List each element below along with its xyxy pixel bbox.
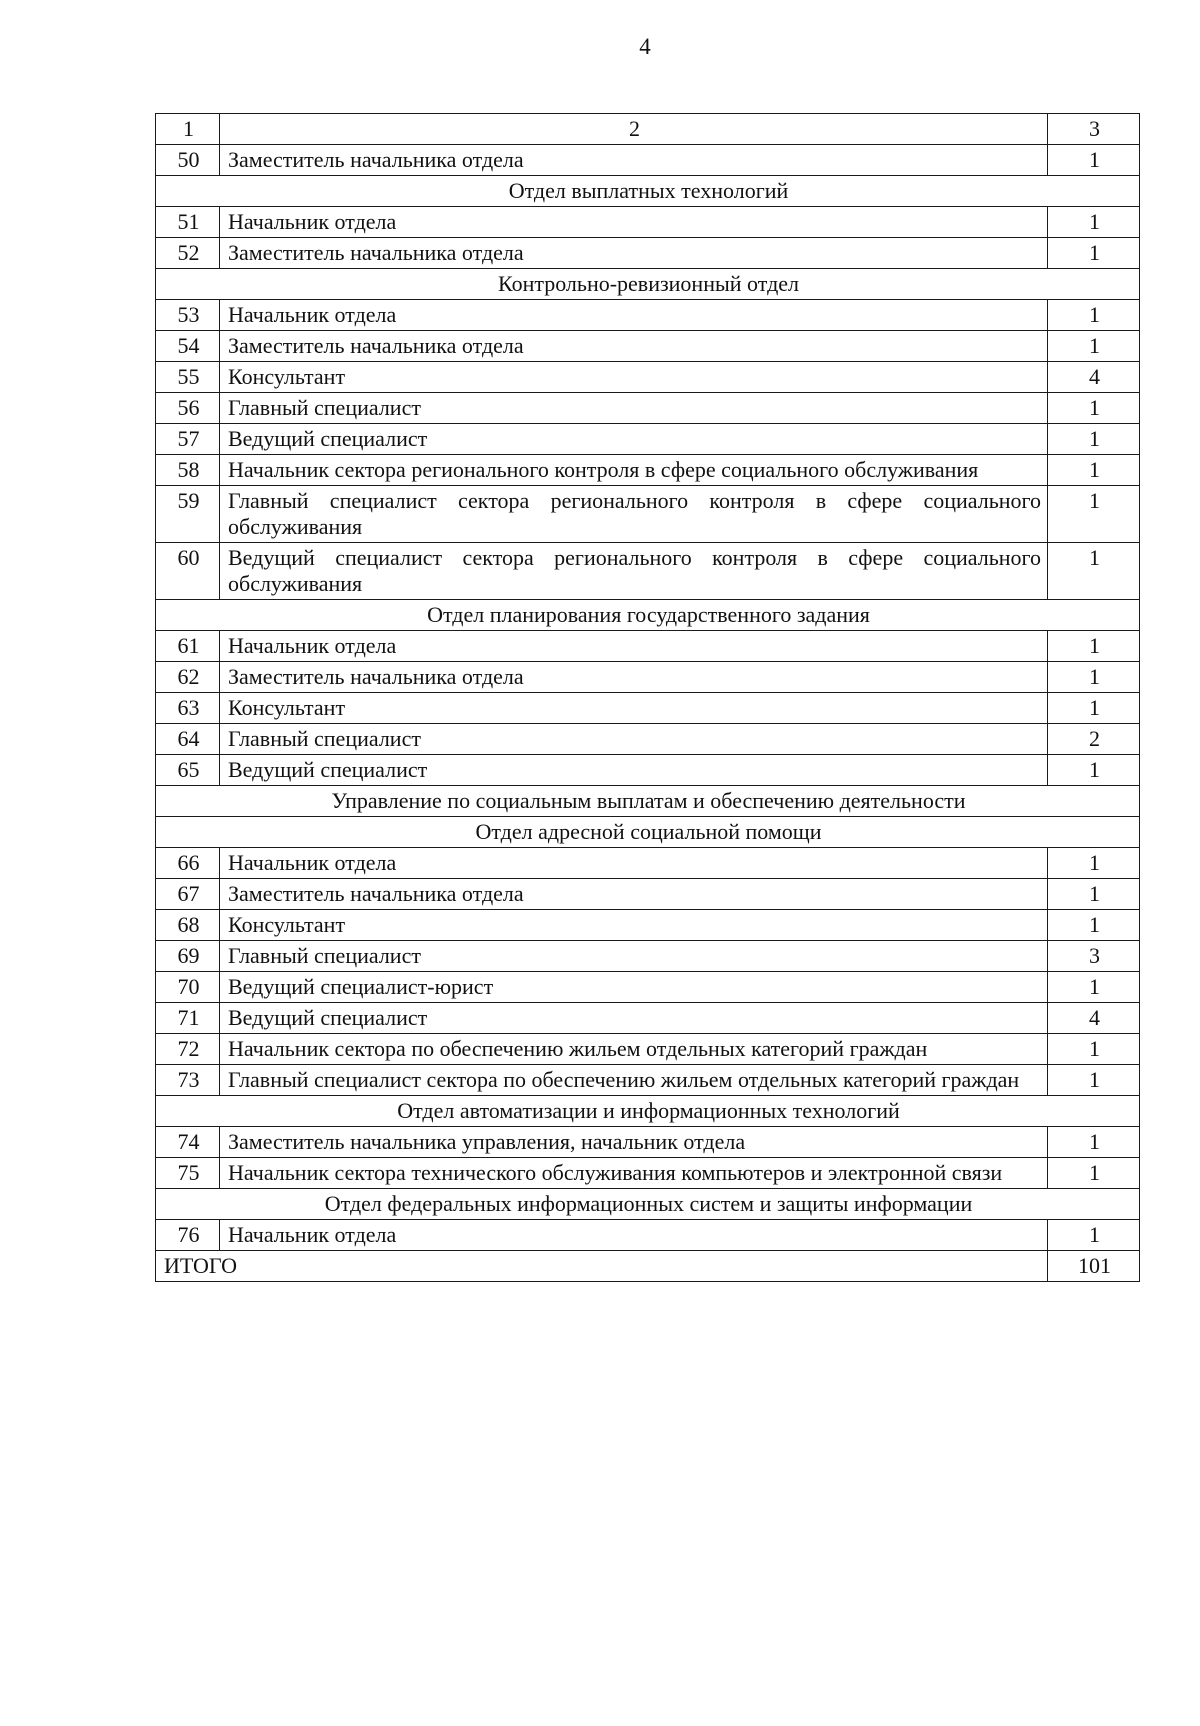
table-row xyxy=(156,848,1140,879)
section-title: Отдел федеральных информационных систем и защиты информации xyxy=(156,1189,1140,1220)
row-number: 61 xyxy=(156,631,220,662)
table-row xyxy=(156,755,1140,786)
table-row xyxy=(156,1220,1140,1251)
page-number: 4 xyxy=(639,34,651,59)
position-count: 1 xyxy=(1048,662,1140,693)
total-label: ИТОГО xyxy=(156,1251,1048,1282)
section-header-row xyxy=(156,269,1140,300)
position-count: 1 xyxy=(1048,331,1140,362)
section-title: Управление по социальным выплатам и обеспечению деятельности xyxy=(156,786,1140,817)
position-title: Заместитель начальника управления, начальник отдела xyxy=(220,1127,1048,1158)
position-title: Консультант xyxy=(220,910,1048,941)
position-count: 1 xyxy=(1048,424,1140,455)
position-title: Ведущий специалист сектора регионального контроля в сфере социального обслуживания xyxy=(220,543,1048,600)
row-number: 60 xyxy=(156,543,220,600)
position-title: Начальник отдела xyxy=(220,631,1048,662)
header-col-2: 2 xyxy=(220,114,1048,145)
position-count: 1 xyxy=(1048,755,1140,786)
row-number: 58 xyxy=(156,455,220,486)
total-row xyxy=(156,1251,1140,1282)
position-count: 1 xyxy=(1048,1220,1140,1251)
table-row xyxy=(156,941,1140,972)
table-row xyxy=(156,1127,1140,1158)
row-number: 73 xyxy=(156,1065,220,1096)
position-title: Заместитель начальника отдела xyxy=(220,238,1048,269)
table-row xyxy=(156,910,1140,941)
section-header-row xyxy=(156,176,1140,207)
table-row xyxy=(156,1065,1140,1096)
position-title: Заместитель начальника отдела xyxy=(220,331,1048,362)
row-number: 55 xyxy=(156,362,220,393)
position-title: Ведущий специалист xyxy=(220,424,1048,455)
position-title: Консультант xyxy=(220,362,1048,393)
table-row xyxy=(156,1034,1140,1065)
position-count: 1 xyxy=(1048,486,1140,543)
position-count: 1 xyxy=(1048,455,1140,486)
position-title: Начальник отдела xyxy=(220,1220,1048,1251)
position-title: Ведущий специалист xyxy=(220,755,1048,786)
row-number: 69 xyxy=(156,941,220,972)
position-title: Заместитель начальника отдела xyxy=(220,662,1048,693)
table-row xyxy=(156,1158,1140,1189)
row-number: 66 xyxy=(156,848,220,879)
position-title: Ведущий специалист xyxy=(220,1003,1048,1034)
row-number: 50 xyxy=(156,145,220,176)
position-count: 3 xyxy=(1048,941,1140,972)
section-title: Отдел выплатных технологий xyxy=(156,176,1140,207)
position-title: Начальник отдела xyxy=(220,207,1048,238)
position-count: 4 xyxy=(1048,1003,1140,1034)
section-header-row xyxy=(156,786,1140,817)
table-row xyxy=(156,145,1140,176)
position-title: Консультант xyxy=(220,693,1048,724)
position-title: Главный специалист xyxy=(220,941,1048,972)
table-row xyxy=(156,972,1140,1003)
position-title: Главный специалист сектора по обеспечению жильем отдельных категорий граждан xyxy=(220,1065,1048,1096)
table-row xyxy=(156,300,1140,331)
section-title: Контрольно-ревизионный отдел xyxy=(156,269,1140,300)
position-count: 1 xyxy=(1048,972,1140,1003)
table-row xyxy=(156,631,1140,662)
table-header-row xyxy=(156,114,1140,145)
row-number: 70 xyxy=(156,972,220,1003)
section-title: Отдел автоматизации и информационных технологий xyxy=(156,1096,1140,1127)
position-count: 1 xyxy=(1048,1127,1140,1158)
section-title: Отдел планирования государственного задания xyxy=(156,600,1140,631)
section-header-row xyxy=(156,1189,1140,1220)
table-row xyxy=(156,393,1140,424)
position-count: 1 xyxy=(1048,910,1140,941)
section-header-row xyxy=(156,817,1140,848)
table-row xyxy=(156,543,1140,600)
table-row xyxy=(156,662,1140,693)
row-number: 64 xyxy=(156,724,220,755)
staffing-table xyxy=(155,113,1140,1282)
table-row xyxy=(156,424,1140,455)
position-count: 1 xyxy=(1048,1158,1140,1189)
position-count: 1 xyxy=(1048,207,1140,238)
position-title: Начальник сектора регионального контроля в сфере социального обслуживания xyxy=(220,455,1048,486)
position-title: Главный специалист сектора регионального контроля в сфере социального обслуживания xyxy=(220,486,1048,543)
position-count: 4 xyxy=(1048,362,1140,393)
row-number: 68 xyxy=(156,910,220,941)
row-number: 75 xyxy=(156,1158,220,1189)
row-number: 71 xyxy=(156,1003,220,1034)
header-col-1: 1 xyxy=(156,114,220,145)
position-count: 1 xyxy=(1048,848,1140,879)
position-title: Начальник отдела xyxy=(220,848,1048,879)
section-header-row xyxy=(156,1096,1140,1127)
row-number: 76 xyxy=(156,1220,220,1251)
section-title: Отдел адресной социальной помощи xyxy=(156,817,1140,848)
table-row xyxy=(156,207,1140,238)
row-number: 74 xyxy=(156,1127,220,1158)
position-count: 1 xyxy=(1048,238,1140,269)
table-row xyxy=(156,362,1140,393)
table-row xyxy=(156,1003,1140,1034)
position-count: 2 xyxy=(1048,724,1140,755)
position-title: Главный специалист xyxy=(220,393,1048,424)
row-number: 57 xyxy=(156,424,220,455)
total-value: 101 xyxy=(1048,1251,1140,1282)
row-number: 56 xyxy=(156,393,220,424)
section-header-row xyxy=(156,600,1140,631)
row-number: 65 xyxy=(156,755,220,786)
row-number: 59 xyxy=(156,486,220,543)
row-number: 62 xyxy=(156,662,220,693)
position-title: Начальник отдела xyxy=(220,300,1048,331)
position-title: Главный специалист xyxy=(220,724,1048,755)
position-count: 1 xyxy=(1048,693,1140,724)
table-row xyxy=(156,879,1140,910)
row-number: 67 xyxy=(156,879,220,910)
row-number: 52 xyxy=(156,238,220,269)
header-col-3: 3 xyxy=(1048,114,1140,145)
row-number: 53 xyxy=(156,300,220,331)
position-count: 1 xyxy=(1048,393,1140,424)
table-row xyxy=(156,238,1140,269)
position-count: 1 xyxy=(1048,145,1140,176)
table-row xyxy=(156,455,1140,486)
position-title: Заместитель начальника отдела xyxy=(220,879,1048,910)
staffing-table-body xyxy=(156,114,1140,1282)
position-title: Начальник сектора по обеспечению жильем отдельных категорий граждан xyxy=(220,1034,1048,1065)
position-count: 1 xyxy=(1048,631,1140,662)
position-count: 1 xyxy=(1048,300,1140,331)
position-title: Начальник сектора технического обслуживания компьютеров и электронной связи xyxy=(220,1158,1048,1189)
row-number: 72 xyxy=(156,1034,220,1065)
table-row xyxy=(156,693,1140,724)
table-row xyxy=(156,331,1140,362)
row-number: 54 xyxy=(156,331,220,362)
position-count: 1 xyxy=(1048,543,1140,600)
table-row xyxy=(156,486,1140,543)
table-row xyxy=(156,724,1140,755)
position-title: Заместитель начальника отдела xyxy=(220,145,1048,176)
position-count: 1 xyxy=(1048,879,1140,910)
row-number: 63 xyxy=(156,693,220,724)
row-number: 51 xyxy=(156,207,220,238)
position-count: 1 xyxy=(1048,1065,1140,1096)
position-count: 1 xyxy=(1048,1034,1140,1065)
position-title: Ведущий специалист-юрист xyxy=(220,972,1048,1003)
